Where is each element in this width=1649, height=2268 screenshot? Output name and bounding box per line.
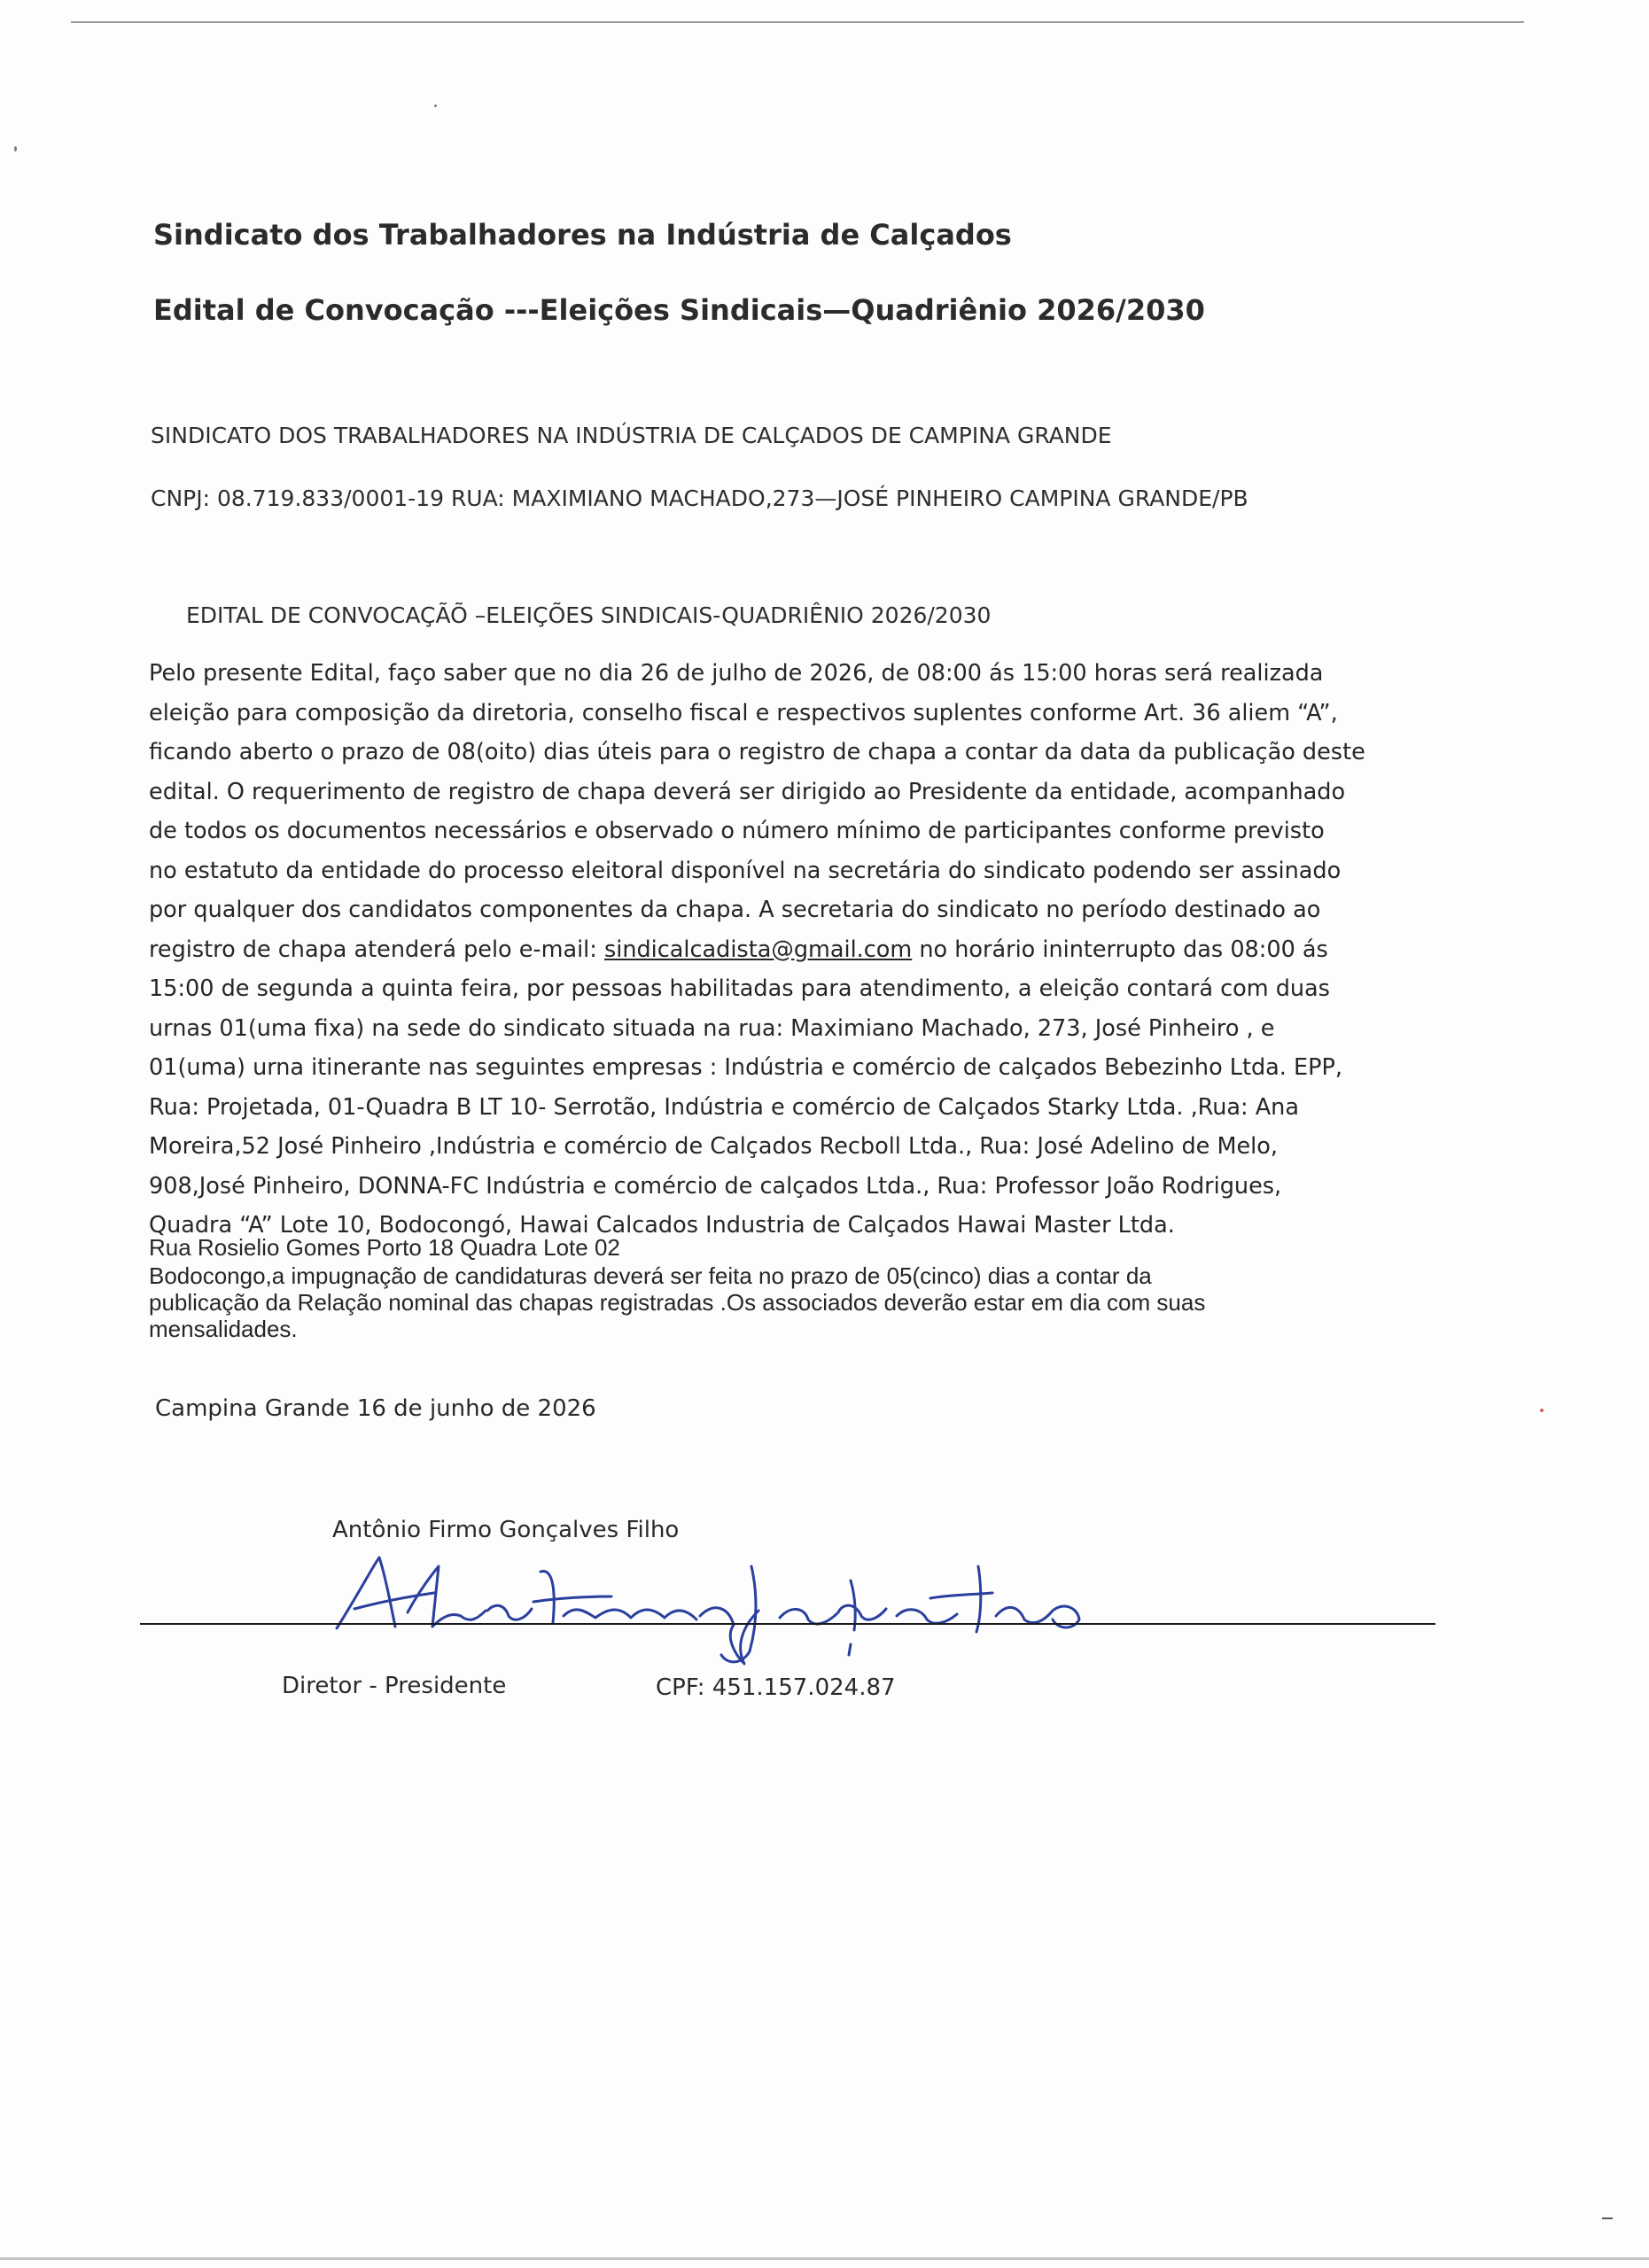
- tail-line: Rua Rosielio Gomes Porto 18 Quadra Lote 02: [149, 1234, 620, 1261]
- body-line-continuation: no horário ininterrupto das 08:00 ás: [912, 936, 1328, 963]
- signer-role: Diretor - Presidente: [282, 1673, 507, 1699]
- scan-speck: [14, 146, 17, 151]
- scan-speck: [434, 105, 437, 107]
- body-line-email: [149, 930, 1438, 970]
- body-line: Pelo presente Edital, faço saber que no dia 26 de julho de 2026, de 08:00 ás 15:00 horas será realizada: [149, 660, 1324, 687]
- tail-line: mensalidades.: [149, 1316, 298, 1342]
- body-line: por qualquer dos candidatos componentes da chapa. A secretaria do sindicato no período destinado ao: [149, 897, 1321, 923]
- handwritten-signature: [319, 1531, 1116, 1682]
- edital-body: [149, 654, 1438, 1246]
- body-line: Moreira,52 José Pinheiro ,Indústria e comércio de Calçados Recboll Ltda., Rua: José Adelino de Melo,: [149, 1133, 1278, 1160]
- signer-name: Antônio Firmo Gonçalves Filho: [332, 1517, 680, 1543]
- body-line: 908,José Pinheiro, DONNA-FC Indústria e comércio de calçados Ltda., Rua: Professor João Rodrigues,: [149, 1172, 1282, 1200]
- body-line: de todos os documentos necessários e observado o número mínimo de participantes conforme previsto: [149, 818, 1325, 844]
- body-line: Rua: Projetada, 01-Quadra B LT 10- Serrotão, Indústria e comércio de Calçados Starky Ltda. ,Rua: Ana: [149, 1093, 1299, 1121]
- page-title: Sindicato dos Trabalhadores na Indústria de Calçados: [153, 218, 1012, 252]
- body-line: Quadra “A” Lote 10, Bodocongó, Hawai Calcados Industria de Calçados Hawai Master Ltda.: [149, 1212, 1175, 1239]
- body-line: ficando aberto o prazo de 08(oito) dias úteis para o registro de chapa a contar da data da publicação deste: [149, 739, 1365, 765]
- body-line: 01(uma) urna itinerante nas seguintes empresas : Indústria e comércio de calçados Bebezinho Ltda. EPP,: [149, 1054, 1342, 1081]
- body-line: no estatuto da entidade do processo eleitoral disponível na secretária do sindicato podendo ser assinado: [149, 857, 1342, 884]
- tail-line: publicação da Relação nominal das chapas registradas .Os associados deverão estar em dia com suas: [149, 1289, 1206, 1316]
- tail-line: Bodocongo,a impugnação de candidaturas deverá ser feita no prazo de 05(cinco) dias a contar da: [149, 1262, 1152, 1289]
- edital-heading: EDITAL DE CONVOCAÇÃÕ –ELEIÇÕES SINDICAIS-QUADRIÊNIO 2026/2030: [186, 602, 992, 628]
- edital-tail: [149, 1234, 1205, 1342]
- scan-edge-top: [71, 21, 1524, 23]
- organization-address: CNPJ: 08.719.833/0001-19 RUA: MAXIMIANO MACHADO,273—JOSÉ PINHEIRO CAMPINA GRANDE/PB: [151, 485, 1248, 511]
- body-line: urnas 01(uma fixa) na sede do sindicato situada na rua: Maximiano Machado, 273, José Pinheiro , e: [149, 1014, 1275, 1042]
- email-link[interactable]: sindicalcadista@gmail.com: [603, 936, 913, 963]
- page-subtitle: Edital de Convocação ---Eleições Sindicais—Quadriênio 2026/2030: [153, 293, 1205, 327]
- place-and-date: Campina Grande 16 de junho de 2026: [155, 1395, 596, 1422]
- scan-edge-bottom: [0, 2257, 1649, 2260]
- body-line: edital. O requerimento de registro de chapa deverá ser dirigido ao Presidente da entidade, acompanhado: [149, 778, 1346, 805]
- body-line: eleição para composição da diretoria, conselho fiscal e respectivos suplentes conforme Art. 36 aliem “A”,: [149, 699, 1338, 726]
- scan-speck: [1540, 1409, 1544, 1412]
- scan-speck: [1602, 2218, 1613, 2219]
- signer-cpf: CPF: 451.157.024.87: [656, 1674, 896, 1701]
- signature-line: [140, 1623, 1435, 1625]
- body-line: 15:00 de segunda a quinta feira, por pessoas habilitadas para atendimento, a eleição contará com duas: [149, 975, 1330, 1002]
- body-line: registro de chapa atenderá pelo e-mail:: [149, 936, 597, 963]
- organization-name: SINDICATO DOS TRABALHADORES NA INDÚSTRIA DE CALÇADOS DE CAMPINA GRANDE: [151, 423, 1112, 448]
